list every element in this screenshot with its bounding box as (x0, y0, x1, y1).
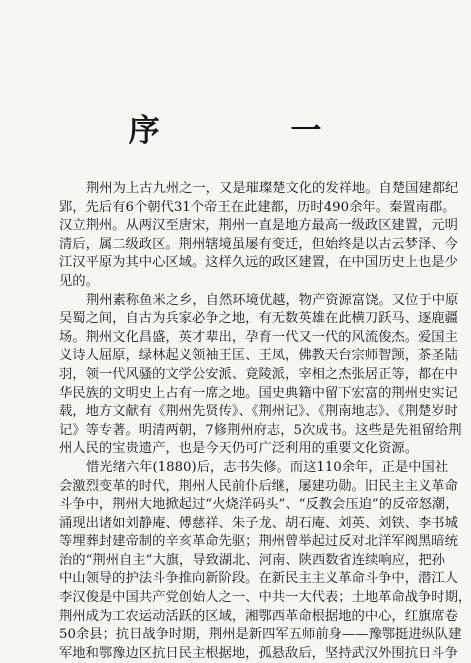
text-line: 斗争中，荆州大地掀起过“火烧洋码头”、“反教会压迫”的反帝怒潮， (59, 497, 459, 513)
text-line: 江汉平原为其中心区域。这样久远的政区建置，在中国历史上也是少 (59, 255, 458, 271)
text-line: 见的。 (59, 273, 99, 289)
text-line: 惜光绪六年(1880)后，志书失修。而这110余年，正是中国社 (86, 459, 449, 475)
text-line: 记》等专著。明清两朝，7修荆州府志，5次成书。这些是先祖留给荆 (59, 422, 462, 438)
text-line: 场。荆州文化昌盛，英才辈出，孕育一代又一代的风流俊杰。爱国主 (59, 329, 458, 345)
text-line: 羽，领一代风骚的文学公安派、竟陵派，宰相之杰张居正等，都在中 (59, 366, 458, 382)
text-line: 汉立荆州。从两汉至唐宋，荆州一直是地方最高一级政区建置，元明 (59, 218, 458, 234)
paragraph (59, 180, 459, 292)
text-line: 李汉俊是中国共产党创始人之一、中共一大代表；土地革命战争时期， (59, 590, 471, 606)
text-line: 吴蜀之间，自古为兵家必争之地，有无数英雄在此横刀跃马、逐鹿疆 (59, 311, 458, 327)
text-line: 荆州成为工农运动活跃的区域，湘鄂西革命根据地的中心，红旗席卷 (59, 608, 458, 624)
text-line: 义诗人屈原，绿林起义领袖王匡、王凤，佛教天台宗师智𫖮，茶圣陆 (59, 348, 458, 364)
paragraph (59, 292, 462, 459)
text-line: 州人民的宝贵遗产，也是今天仍可广泛利用的重要文化资源。 (59, 441, 419, 457)
text-line: 中山领导的护法斗争推向新阶段。在新民主主义革命斗争中，潜江人 (59, 571, 458, 587)
text-line: 50余县；抗日战争时期，荆州是新四军五师前身——豫鄂挺进纵队建 (59, 627, 462, 643)
page-title: 序 一 (128, 113, 382, 149)
text-line: 军地和鄂豫边区抗日民主根据地，孤悬敌后，坚持武汉外围抗日斗争 (59, 645, 458, 661)
paragraph (59, 459, 471, 663)
text-line: 清后，属二级政区。荆州辖境虽屡有变迁，但始终是以古云梦泽、今 (59, 236, 458, 252)
text-line: 荆州素称鱼米之乡，自然环境优越，物产资源富饶。又位于中原 (86, 292, 459, 308)
text-line: 等埋葬封建帝制的辛亥革命先驱；荆州曾举起过反对北洋军阀黑暗统 (59, 534, 458, 550)
text-line: 治的“荆州自主”大旗，导致湖北、河南、陕西数省连续响应，把孙 (59, 552, 445, 568)
text-line: 郢，先后有6个朝代31个帝王在此建都，历时490余年。秦置南郡。 (59, 199, 456, 215)
text-line: 华民族的文明史上占有一席之地。国史典籍中留下宏富的荆州史实记 (59, 385, 458, 401)
text-line: 载，地方文献有《荆州先贤传》、《荆州记》、《荆南地志》、《荆楚岁时 (59, 404, 458, 420)
text-line: 涌现出诸如刘静庵、傅慈祥、朱子龙、胡石庵、刘英、刘铁、李书城 (59, 515, 458, 531)
text-line: 会激烈变革的时代，荆州人民前仆后继，屡建功勋。旧民主主义革命 (59, 478, 458, 494)
document-body (59, 180, 471, 663)
text-line: 荆州为上古九州之一，又是璀璨楚文化的发祥地。自楚国建都纪 (86, 181, 459, 196)
